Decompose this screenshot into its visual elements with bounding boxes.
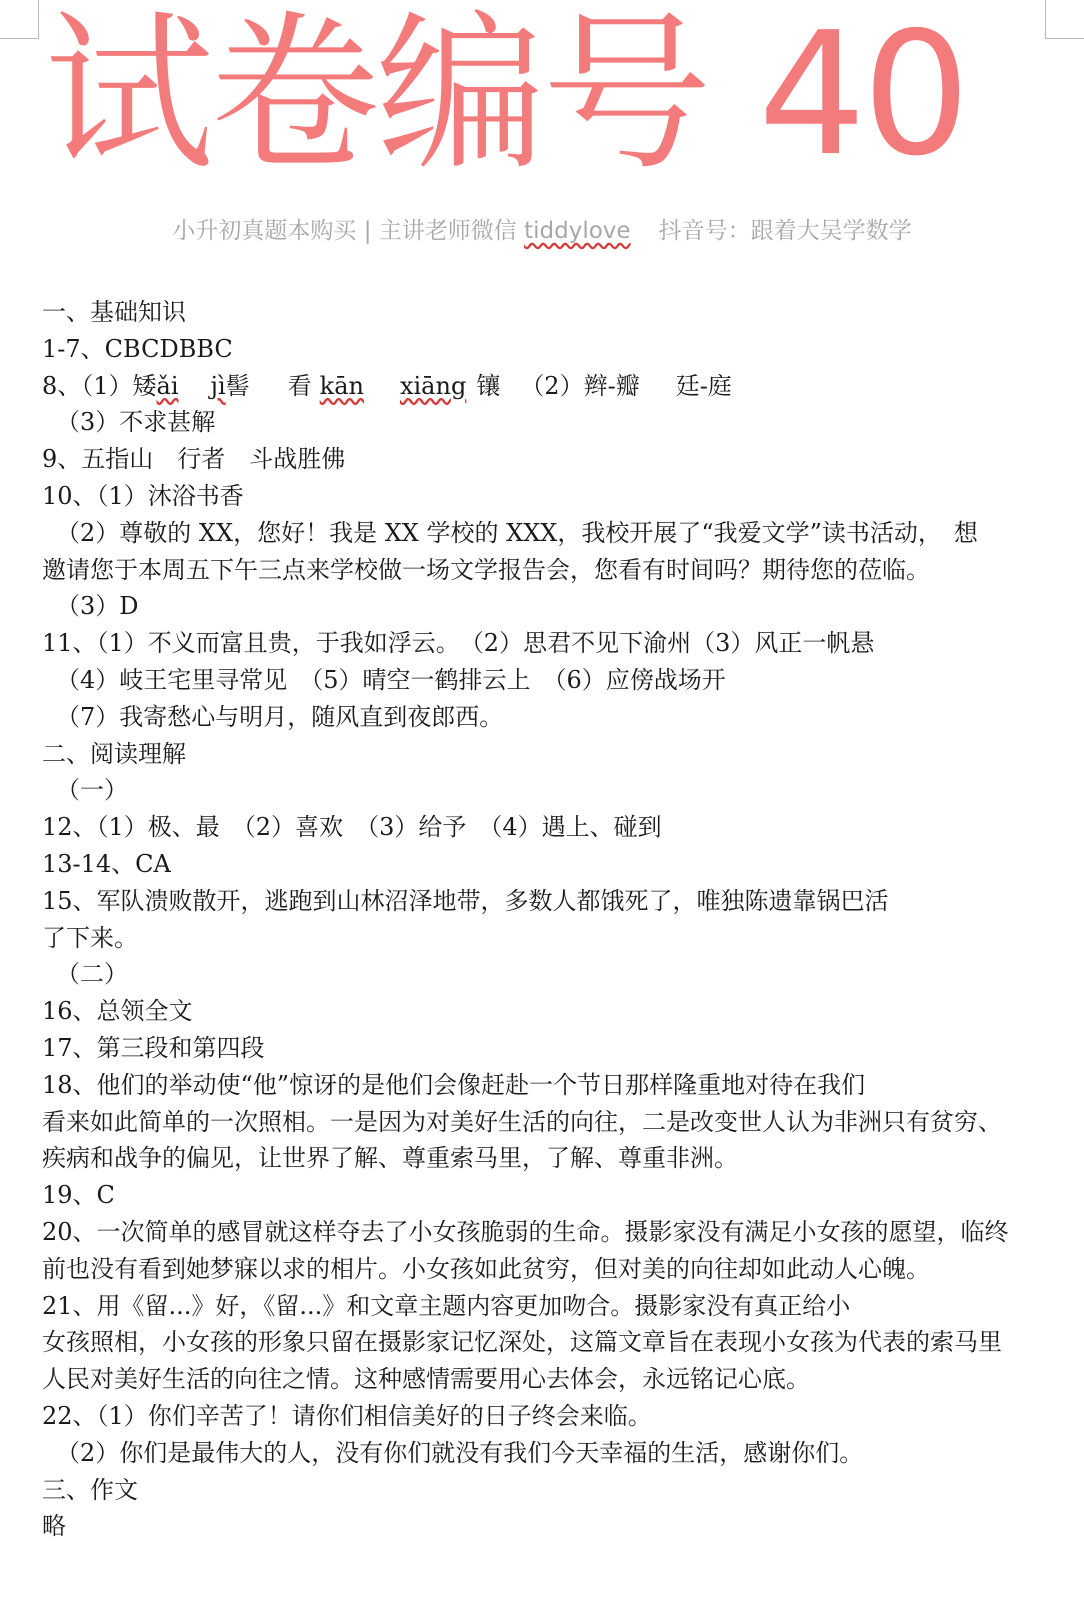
page-corner-mark-left (0, 0, 39, 39)
pinyin-text: xiāng (399, 371, 467, 400)
answer-line: 女孩照相，小女孩的形象只留在摄影家记忆深处，这篇文章旨在表现小女孩为代表的索马里 (42, 1328, 1002, 1357)
answer-text: 髻 (225, 371, 250, 400)
answer-line: 了下来。 (42, 923, 138, 952)
answer-line: 11、（1）不义而富且贵，于我如浮云。 （2）思君不见下渝州（3）风正一帆悬 (42, 629, 875, 658)
pinyin-text: ǎi (156, 371, 179, 400)
answer-line: 17、第三段和第四段 (42, 1033, 265, 1062)
page-corner-mark-right (1045, 0, 1084, 39)
exam-number-title: 试卷编号 40 (44, 0, 967, 194)
wechat-id: tiddylove (524, 218, 631, 244)
subsection-heading: （二） (56, 960, 128, 989)
answer-line: 22、（1）你们辛苦了！请你们相信美好的日子终会来临。 (42, 1401, 652, 1430)
answer-key-body (42, 294, 1042, 1545)
answer-line: 15、军队溃败散开，逃跑到山林沼泽地带，多数人都饿死了，唯独陈遗靠锅巴活 (42, 886, 889, 915)
answer-line: 略 (42, 1512, 66, 1541)
answer-text: （2）辫-瓣 (520, 371, 640, 400)
answer-text: 廷-庭 (675, 371, 732, 400)
answer-line: 21、用《留...》好，《留...》和文章主题内容更加吻合。摄影家没有真正给小 (42, 1291, 851, 1320)
answer-line: （7）我寄愁心与明月，随风直到夜郎西。 (56, 702, 504, 731)
subsection-heading: （一） (56, 776, 128, 805)
answer-line: 16、总领全文 (42, 997, 193, 1026)
answer-line: （3）D (56, 592, 139, 621)
answer-line-pinyin (42, 368, 1042, 405)
answer-text: 镶 (476, 371, 501, 400)
answer-line: 人民对美好生活的向往之情。这种感情需要用心去体会，永远铭记心底。 (42, 1365, 810, 1394)
douyin-text: 抖音号：跟着大吴学数学 (658, 218, 912, 244)
answer-line: 12、（1）极、最 （2）喜欢 （3）给予 （4）遇上、碰到 (42, 813, 662, 842)
answer-line: 1-7、CBCDBBC (42, 334, 233, 363)
answer-line: 20、一次简单的感冒就这样夺去了小女孩脆弱的生命。摄影家没有满足小女孩的愿望，临终 (42, 1217, 1009, 1246)
answer-text: 看 (287, 371, 312, 400)
answer-line: 9、五指山 行者 斗战胜佛 (42, 445, 346, 474)
answer-line: （2）你们是最伟大的人，没有你们就没有我们今天幸福的生活，感谢你们。 (56, 1438, 864, 1467)
section-heading: 三、作文 (42, 1475, 138, 1504)
answer-line: 10、（1）沐浴书香 (42, 481, 244, 510)
answer-line: 19、C (42, 1181, 115, 1210)
answer-text: 8、（1）矮 (42, 371, 157, 400)
answer-line: （2）尊敬的 XX，您好！我是 XX 学校的 XXX，我校开展了“我爱文学”读书活动， 想 (56, 518, 978, 547)
section-heading: 二、阅读理解 (42, 739, 186, 768)
answer-line: （4）岐王宅里寻常见 （5）晴空一鹤排云上 （6）应傍战场开 (56, 665, 726, 694)
answer-line: 前也没有看到她梦寐以求的相片。小女孩如此贫穷，但对美的向往却如此动人心魄。 (42, 1254, 930, 1283)
answer-line: 邀请您于本周五下午三点来学校做一场文学报告会，您看有时间吗？期待您的莅临。 (42, 555, 930, 584)
section-heading: 一、基础知识 (42, 298, 186, 326)
answer-line: 疾病和战争的偏见，让世界了解、尊重索马里，了解、尊重非洲。 (42, 1144, 738, 1173)
promo-text-left: 小升初真题本购买 | 主讲老师微信 (172, 218, 525, 244)
answer-line: 18、他们的举动使“他”惊讶的是他们会像赶赴一个节日那样隆重地对待在我们 (42, 1070, 866, 1099)
answer-line: 13-14、CA (42, 849, 171, 878)
answer-line: （3）不求甚解 (56, 408, 216, 437)
promo-subtitle (0, 212, 1084, 245)
answer-line: 看来如此简单的一次照相。一是因为对美好生活的向往，二是改变世人认为非洲只有贫穷、 (42, 1107, 1002, 1136)
pinyin-text: jì (210, 371, 226, 400)
pinyin-text: kān (319, 371, 364, 400)
